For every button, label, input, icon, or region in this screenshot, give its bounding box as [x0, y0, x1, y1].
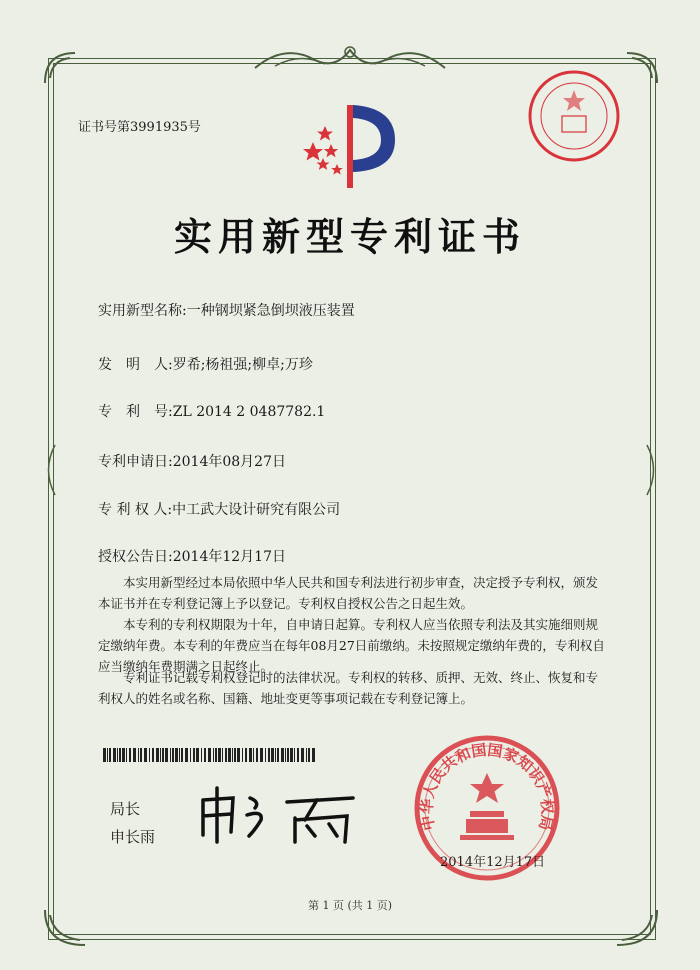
barcode-bar	[196, 748, 199, 762]
field-label: 专 利 权 人:	[98, 502, 173, 518]
barcode-bar	[122, 748, 125, 762]
field-label: 实用新型名称:	[98, 303, 187, 319]
barcode-bar	[129, 748, 131, 762]
barcode-bar	[222, 748, 223, 762]
barcode-bar	[281, 748, 284, 762]
barcode-bar	[242, 748, 243, 762]
barcode-bar	[162, 748, 164, 762]
barcode-bar	[290, 748, 293, 762]
barcode-bar	[117, 748, 118, 762]
field-value: ZL 2014 2 0487782.1	[172, 404, 326, 420]
field-patentee	[98, 499, 340, 519]
barcode-bar	[275, 748, 276, 762]
field-patent-number	[98, 401, 325, 421]
barcode-bar	[170, 748, 171, 762]
body-paragraph: 专利证书记载专利权登记时的法律状况。专利权的转移、质押、无效、终止、恢复和专利权人的姓名或名称、国籍、地址变更等事项记载在专利登记簿上。	[98, 670, 599, 706]
barcode-bar	[193, 748, 195, 762]
field-value: 中工武大设计研究有限公司	[172, 502, 341, 518]
barcode-bar	[179, 748, 180, 762]
barcode-bar	[213, 748, 214, 762]
barcode-bar	[215, 748, 217, 762]
barcode-bar	[234, 748, 236, 762]
barcode-bar	[218, 748, 221, 762]
barcode-bar	[301, 748, 304, 762]
field-value: 2014年08月27日	[172, 454, 286, 470]
field-application-date	[98, 451, 286, 471]
barcode-bar	[308, 748, 310, 762]
field-value: 2014年12月17日	[172, 549, 286, 565]
barcode-bar	[306, 748, 307, 762]
corner-ornament-top-right	[622, 48, 662, 88]
barcode-bar	[140, 748, 142, 762]
barcode-bar	[277, 748, 279, 762]
barcode-bar	[144, 748, 147, 762]
small-seal-stamp	[526, 68, 622, 164]
barcode-bar	[175, 748, 178, 762]
field-grant-date	[98, 546, 286, 566]
barcode-bar	[260, 748, 263, 762]
barcode-bar	[228, 748, 231, 762]
barcode-bar	[312, 748, 315, 762]
barcode-bar	[181, 748, 183, 762]
barcode-bar	[225, 748, 227, 762]
body-paragraph: 本实用新型经过本局依照中华人民共和国专利法进行初步审查，决定授予专利权，颁发本证书并在专利登记簿上予以登记。专利权自授权公告之日起生效。	[98, 575, 599, 611]
barcode-bar	[160, 748, 161, 762]
barcode-bar	[103, 748, 106, 762]
barcode-bar	[237, 748, 240, 762]
field-label: 授权公告日:	[98, 549, 173, 565]
barcode	[103, 748, 318, 762]
barcode-bar	[190, 748, 191, 762]
signatory-name: 申长雨	[110, 828, 156, 846]
right-ornament	[642, 440, 662, 500]
barcode-bar	[201, 748, 202, 762]
signatory-title: 局长	[110, 800, 141, 818]
field-value: 罗希;杨祖强;柳卓;万珍	[172, 357, 313, 373]
field-label: 专 利 号:	[98, 404, 173, 420]
barcode-bar	[185, 748, 188, 762]
barcode-bar	[165, 748, 168, 762]
barcode-bar	[297, 748, 299, 762]
barcode-bar	[287, 748, 289, 762]
seal-date: 2014年12月17日	[440, 855, 546, 870]
body-paragraph: 本专利的专利权期限为十年，自申请日起算。专利权人应当依照专利法及其实施细则规定缴纳年费。本专利的年费应当在每年08月27日前缴纳。未按照规定缴纳年费的，专利权自应当缴纳年费期满之日起终止。	[98, 617, 605, 674]
certificate-title: 实用新型专利证书	[173, 214, 526, 259]
barcode-bar	[152, 748, 154, 762]
field-value: 一种钢坝紧急倒坝液压装置	[186, 303, 355, 319]
page-number: 第 1 页 (共 1 页)	[307, 899, 393, 912]
barcode-bar	[294, 748, 295, 762]
corner-ornament-top-left	[40, 48, 80, 88]
barcode-bar	[256, 748, 258, 762]
field-inventors	[98, 354, 313, 374]
barcode-bar	[268, 748, 270, 762]
barcode-bar	[204, 748, 206, 762]
barcode-bar	[285, 748, 286, 762]
barcode-bar	[119, 748, 121, 762]
handwritten-signature	[195, 780, 370, 850]
barcode-bar	[138, 748, 139, 762]
barcode-bar	[265, 748, 266, 762]
field-utility-model-name	[98, 300, 355, 320]
field-label: 发 明 人:	[98, 357, 173, 373]
barcode-bar	[156, 748, 159, 762]
barcode-bar	[253, 748, 254, 762]
barcode-bar	[271, 748, 274, 762]
barcode-bar	[249, 748, 252, 762]
barcode-bar	[149, 748, 150, 762]
barcode-bar	[245, 748, 247, 762]
seal-text: 中华人民共和国国家知识产权局	[417, 740, 557, 833]
field-label: 专利申请日:	[98, 454, 173, 470]
barcode-bar	[232, 748, 233, 762]
barcode-bar	[172, 748, 174, 762]
barcode-bar	[126, 748, 127, 762]
certificate-number: 证书号第3991935号	[78, 120, 201, 135]
barcode-bar	[133, 748, 136, 762]
barcode-bar	[113, 748, 116, 762]
left-ornament	[40, 440, 60, 500]
barcode-bar	[109, 748, 111, 762]
barcode-bar	[107, 748, 108, 762]
top-ornament	[245, 38, 455, 78]
barcode-bar	[208, 748, 211, 762]
patent-office-logo	[295, 100, 405, 195]
